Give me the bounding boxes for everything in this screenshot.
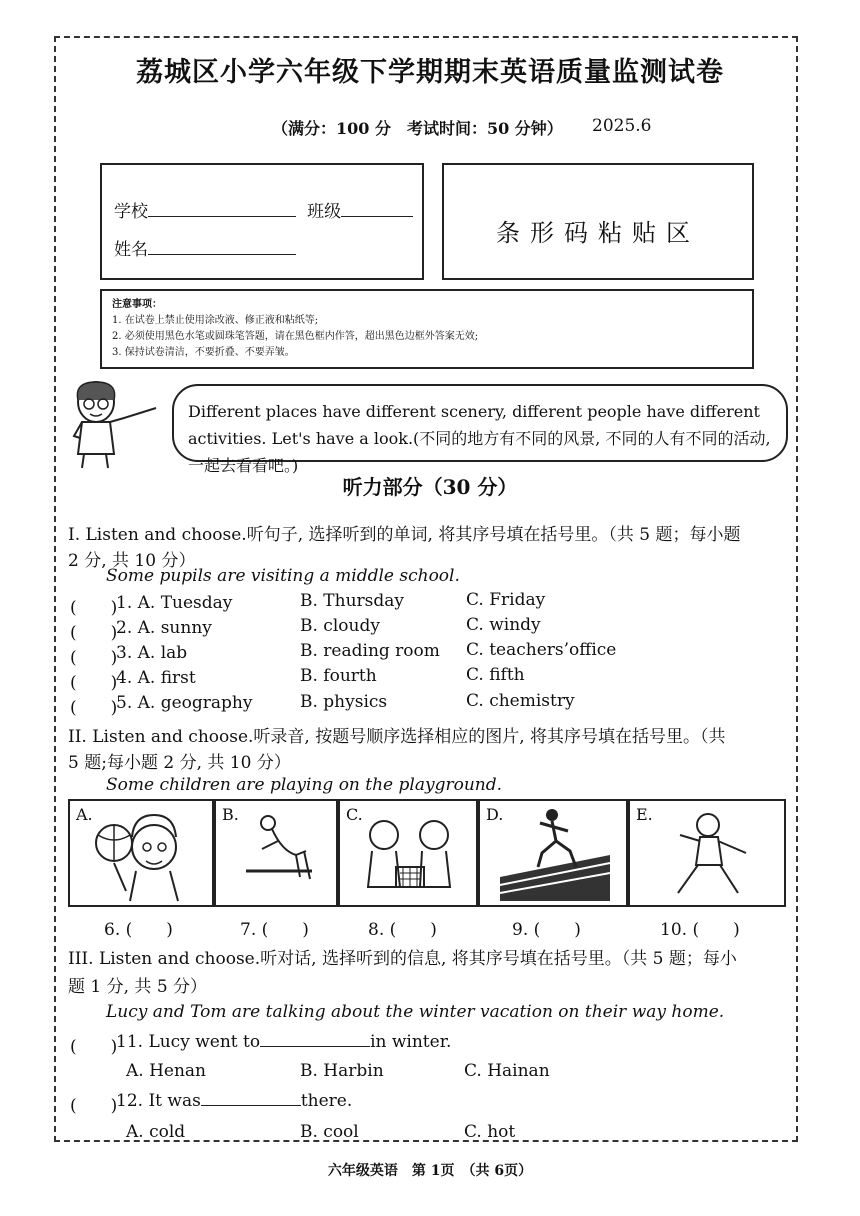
- question-3-option-a: 3. A. lab: [116, 643, 188, 663]
- question-12-option-c: C. hot: [464, 1122, 516, 1142]
- answer-paren[interactable]: ( ): [70, 648, 118, 668]
- question-5-option-b: B. physics: [300, 692, 388, 712]
- question-11-stem-start: 11. Lucy went to: [116, 1032, 261, 1052]
- question-11-blank[interactable]: [260, 1046, 370, 1047]
- note-item: 2. 必须使用黑色水笔或圆珠笔答题，请在黑色框内作答，超出黑色边框外答案无效;: [112, 331, 479, 342]
- school-field[interactable]: [148, 200, 296, 217]
- answer-8[interactable]: 8. ( ): [368, 920, 437, 940]
- picture-e-label: E.: [636, 805, 653, 824]
- picture-a-label: A.: [76, 805, 93, 824]
- question-12-option-a: A. cold: [126, 1122, 186, 1142]
- question-4-option-b: B. fourth: [300, 666, 377, 686]
- class-field[interactable]: [341, 200, 413, 217]
- question-5-option-c: C. chemistry: [466, 691, 575, 711]
- question-11-option-c: C. Hainan: [464, 1061, 550, 1081]
- exam-date: 2025.6: [592, 116, 652, 136]
- note-item: 1. 在试卷上禁止使用涂改液、修正液和粘纸等;: [112, 315, 319, 326]
- class-label: 班级: [307, 202, 342, 222]
- question-11-option-b: B. Harbin: [300, 1061, 384, 1081]
- part1-instruction-cont: 2 分, 共 10 分）: [68, 551, 196, 571]
- answer-paren[interactable]: ( ): [70, 673, 118, 693]
- name-field[interactable]: [148, 238, 296, 255]
- answer-paren[interactable]: ( ): [70, 598, 118, 618]
- picture-c: [338, 799, 478, 907]
- part2-instruction: II. Listen and choose.听录音, 按题号顺序选择相应的图片, 将其序号填在括号里。（共: [68, 727, 726, 747]
- teacher-illustration: [62, 378, 172, 474]
- answer-10[interactable]: 10. ( ): [660, 920, 740, 940]
- school-label: 学校: [114, 202, 148, 222]
- answer-paren[interactable]: ( ): [70, 1096, 118, 1116]
- question-3-option-b: B. reading room: [300, 641, 440, 661]
- part2-context: Some children are playing on the playground.: [106, 775, 503, 795]
- barcode-label: 条形码粘贴区: [496, 219, 700, 247]
- question-2-option-a: 2. A. sunny: [116, 618, 212, 638]
- picture-a: [68, 799, 214, 907]
- intro-speech-bubble: [172, 384, 788, 475]
- part1-context: Some pupils are visiting a middle school.: [106, 566, 460, 586]
- question-11-option-a: A. Henan: [126, 1061, 207, 1081]
- part3-instruction-cont: 题 1 分, 共 5 分）: [68, 977, 208, 997]
- name-label: 姓名: [114, 240, 148, 260]
- intro-text: Different places have different scenery, different people have different activities. Let's have a look.(不同的地方有不同的风景, 不同的人有不同的活动, 一起去看看吧。): [188, 402, 771, 475]
- notes-box: [100, 289, 754, 369]
- question-12-blank[interactable]: [201, 1105, 301, 1106]
- basketball-boy-icon: [70, 801, 216, 905]
- picture-d: [478, 799, 628, 907]
- question-1-option-b: B. Thursday: [300, 591, 405, 611]
- notes-title: 注意事项：: [112, 299, 162, 310]
- picture-e: [628, 799, 786, 907]
- part3-instruction: III. Listen and choose.听对话, 选择听到的信息, 将其序号填在括号里。（共 5 题；每小: [68, 949, 737, 969]
- high-jump-icon: [216, 801, 340, 905]
- question-12-stem-end: there.: [300, 1091, 353, 1111]
- part2-instruction-cont: 5 题;每小题 2 分, 共 10 分）: [68, 753, 291, 773]
- picture-c-label: C.: [346, 805, 363, 824]
- tai-chi-icon: [630, 801, 788, 905]
- question-12-option-b: B. cool: [300, 1122, 359, 1142]
- listening-section-header: 听力部分（30 分）: [342, 475, 518, 499]
- picture-b-label: B.: [222, 805, 239, 824]
- exam-title: 荔城区小学六年级下学期期末英语质量监测试卷: [136, 57, 724, 88]
- note-item: 3. 保持试卷清洁，不要折叠、不要弄皱。: [112, 347, 295, 358]
- question-2-option-c: C. windy: [466, 615, 541, 635]
- answer-9[interactable]: 9. ( ): [512, 920, 581, 940]
- question-1-option-a: 1. A. Tuesday: [116, 593, 233, 613]
- barcode-area: [442, 163, 754, 280]
- question-11-stem: [116, 1032, 451, 1052]
- answer-7[interactable]: 7. ( ): [240, 920, 309, 940]
- question-4-option-c: C. fifth: [466, 665, 525, 685]
- question-12-stem: [116, 1091, 352, 1111]
- part3-context: Lucy and Tom are talking about the winter vacation on their way home.: [106, 1002, 725, 1022]
- question-4-option-a: 4. A. first: [116, 668, 196, 688]
- answer-paren[interactable]: ( ): [70, 1037, 118, 1057]
- page-footer: 六年级英语 第 1页 （共 6页）: [327, 1163, 533, 1179]
- question-2-option-b: B. cloudy: [300, 616, 380, 636]
- score-info: （满分：100 分 考试时间：50 分钟）: [272, 119, 563, 138]
- part1-instruction: I. Listen and choose.听句子, 选择听到的单词, 将其序号填在括号里。（共 5 题；每小题: [68, 525, 741, 545]
- answer-paren[interactable]: ( ): [70, 698, 118, 718]
- question-1-option-c: C. Friday: [466, 590, 546, 610]
- chess-players-icon: [340, 801, 480, 905]
- student-info-box: [100, 163, 424, 280]
- question-3-option-c: C. teachers’office: [466, 640, 617, 660]
- picture-d-label: D.: [486, 805, 504, 824]
- question-12-stem-start: 12. It was: [116, 1091, 201, 1111]
- answer-6[interactable]: 6. ( ): [104, 920, 173, 940]
- question-5-option-a: 5. A. geography: [116, 693, 253, 713]
- answer-paren[interactable]: ( ): [70, 623, 118, 643]
- runner-icon: [480, 801, 630, 905]
- question-11-stem-end: in winter.: [370, 1032, 452, 1052]
- picture-b: [214, 799, 338, 907]
